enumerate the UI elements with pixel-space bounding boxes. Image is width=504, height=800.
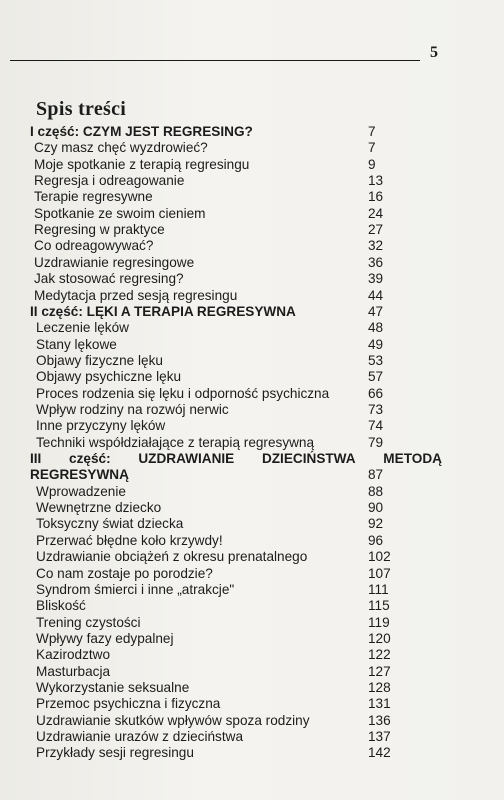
toc-entry-label: Kazirodztwo — [36, 647, 111, 663]
toc-entry-label: Uzdrawianie urazów z dzieciństwa — [36, 729, 244, 744]
header-rule — [10, 60, 420, 61]
toc-entry-label: Przemoc psychiczna i fizyczna — [36, 696, 221, 712]
toc-entry-label: Co nam zostaje po porodzie? — [36, 565, 213, 581]
toc-entry — [0, 255, 504, 271]
heading-word: DZIECIŃSTWA — [261, 451, 356, 466]
toc-entry — [0, 566, 504, 582]
toc-entry-label: Objawy psychiczne lęku — [36, 369, 182, 385]
toc-entry-label: I część: CZYM JEST REGRESING? — [30, 124, 253, 139]
toc-entry-page: 120 — [368, 630, 391, 646]
toc-entry-label: Uzdrawianie skutków wpływów spoza rodziny — [36, 712, 310, 728]
toc-entry-label: Czy masz chęć wyzdrowieć? — [34, 140, 208, 156]
toc-entry-label: Co odreagowywać? — [34, 238, 154, 254]
toc-entry — [0, 549, 504, 565]
toc-entry-page: 127 — [368, 663, 391, 679]
toc-part-heading — [0, 467, 504, 483]
toc-entry — [0, 647, 504, 663]
toc-entry-label: Wprowadzenie — [36, 483, 126, 499]
toc-entry-label: Regresing w praktyce — [34, 222, 165, 238]
toc-entry — [0, 369, 504, 385]
toc-entry-page: 66 — [368, 385, 384, 401]
toc-entry-page: 142 — [368, 745, 391, 761]
toc-entry-label: REGRESYWNĄ — [30, 467, 129, 483]
toc-entry-page: 136 — [368, 712, 391, 728]
toc-entry-label: Uzdrawianie obciążeń z okresu prenatalnego — [36, 549, 308, 565]
toc-entry-page: 115 — [368, 598, 390, 614]
toc-entry-page: 48 — [368, 320, 384, 336]
toc-entry-label: Objawy fizyczne lęku — [36, 352, 163, 368]
toc-entry-page: 88 — [368, 483, 384, 499]
toc-entry — [0, 238, 504, 254]
toc-entry — [0, 288, 504, 304]
toc-entry-label: Toksyczny świat dziecka — [36, 516, 184, 532]
toc-entry-page: 49 — [368, 336, 384, 352]
toc-entry-label: Terapie regresywne — [34, 189, 153, 205]
toc-entry-page: 74 — [368, 418, 384, 434]
toc-entry-page: 27 — [368, 222, 384, 238]
toc-entry-page: 131 — [368, 696, 391, 712]
toc-entry — [0, 189, 504, 205]
toc-entry-label: Techniki współdziałające z terapią regresywną — [36, 434, 315, 450]
toc-entry-page: 73 — [368, 402, 384, 417]
toc-entry-page: 13 — [368, 173, 384, 188]
toc-entry-label: Moje spotkanie z terapią regresingu — [34, 156, 250, 172]
toc-entry — [0, 598, 504, 614]
toc-entry — [0, 729, 504, 745]
toc-entry-page: 122 — [368, 647, 391, 663]
toc-entry-page: 9 — [368, 156, 376, 172]
toc-entry-page: 128 — [368, 679, 391, 695]
toc-entry-page: 119 — [368, 614, 390, 630]
toc-entry — [0, 157, 504, 173]
toc-entry-label: Inne przyczyny lęków — [36, 418, 166, 434]
toc-entry — [0, 631, 504, 647]
toc-entry — [0, 386, 504, 402]
toc-entry-page: 92 — [368, 516, 384, 532]
toc-entry — [0, 745, 504, 761]
toc-title: Spis treści — [36, 98, 127, 120]
toc-entry — [0, 696, 504, 712]
toc-entry-label: Przykłady sesji regresingu — [36, 745, 194, 761]
toc-entry-label: Proces rodzenia się lęku i odporność psychiczna — [36, 385, 330, 401]
toc-entry-page: 111 — [368, 581, 389, 597]
toc-entry-page: 7 — [368, 140, 376, 156]
toc-entry-label: Jak stosować regresing? — [34, 271, 184, 287]
toc-entry-label: Wykorzystanie seksualne — [36, 679, 190, 695]
toc-entry — [0, 713, 504, 729]
toc-entry-page: 47 — [368, 303, 384, 319]
toc-entry — [0, 418, 504, 434]
toc-entry-page: 16 — [368, 189, 384, 205]
toc-entry — [0, 435, 504, 451]
toc-entry-label: Stany lękowe — [36, 336, 117, 352]
toc-entry-label: Uzdrawianie regresingowe — [34, 254, 195, 270]
toc-entry — [0, 680, 504, 696]
toc-part-heading-line1 — [30, 451, 442, 467]
toc-entry-label: Wpływ rodziny na rozwój nerwic — [36, 402, 229, 417]
toc-entry — [0, 516, 504, 532]
toc-entry-page: 36 — [368, 254, 384, 270]
toc-entry-page: 102 — [368, 549, 391, 565]
page-number: 5 — [430, 44, 438, 61]
toc-entry — [0, 320, 504, 336]
heading-word: METODĄ — [383, 451, 442, 466]
toc-entry-page: 7 — [368, 124, 376, 139]
toc-entry — [0, 402, 504, 418]
toc-entry-page: 53 — [368, 352, 384, 368]
toc-entry-page: 137 — [368, 729, 391, 744]
toc-entry-label: Leczenie lęków — [36, 320, 129, 336]
toc-entry-label: Syndrom śmierci i inne „atrakcje" — [36, 581, 235, 597]
toc-entry — [0, 500, 504, 516]
toc-entry-page: 32 — [368, 238, 384, 254]
toc-entry-page: 39 — [368, 271, 384, 287]
toc-entry — [0, 173, 504, 189]
toc-entry-label: Medytacja przed sesją regresingu — [34, 287, 238, 303]
toc-entry-label: Masturbacja — [36, 663, 111, 679]
toc-entry-label: Trening czystości — [36, 614, 141, 630]
toc-entry-label: Wewnętrzne dziecko — [36, 500, 162, 516]
toc-entry — [0, 271, 504, 287]
toc-entry-label: Bliskość — [36, 598, 86, 614]
toc-entry-label: Wpływy fazy edypalnej — [36, 630, 174, 646]
toc-entry-page: 87 — [368, 467, 384, 483]
toc-entry — [0, 664, 504, 680]
toc-entry — [0, 533, 504, 549]
toc-entry — [0, 140, 504, 156]
toc-entry — [0, 582, 504, 598]
toc-entry-page: 96 — [368, 532, 384, 548]
toc-entry — [0, 484, 504, 500]
heading-word: UZDRAWIANIE — [138, 451, 235, 466]
toc-entry-page: 79 — [368, 434, 384, 450]
toc-part-heading — [0, 124, 504, 140]
toc-part-heading — [0, 304, 504, 320]
toc-entry — [0, 615, 504, 631]
toc-entry-label: Spotkanie ze swoim cieniem — [34, 205, 206, 221]
heading-word: część: — [69, 451, 111, 466]
toc-entry-label: Regresja i odreagowanie — [34, 173, 185, 188]
toc-entry-label: II część: LĘKI A TERAPIA REGRESYWNA — [30, 303, 296, 319]
toc-entry-page: 107 — [368, 565, 391, 581]
toc-part-heading — [0, 451, 504, 467]
toc-entry — [0, 222, 504, 238]
toc-entry-page: 57 — [368, 369, 384, 385]
toc-entry — [0, 337, 504, 353]
toc-entry — [0, 353, 504, 369]
toc-entry-page: 44 — [368, 287, 384, 303]
toc-entry-label: Przerwać błędne koło krzywdy! — [36, 532, 223, 548]
toc-entry-page: 90 — [368, 500, 384, 516]
toc-entry-page: 24 — [368, 205, 384, 221]
toc-entry — [0, 206, 504, 222]
heading-word: III — [30, 451, 42, 466]
